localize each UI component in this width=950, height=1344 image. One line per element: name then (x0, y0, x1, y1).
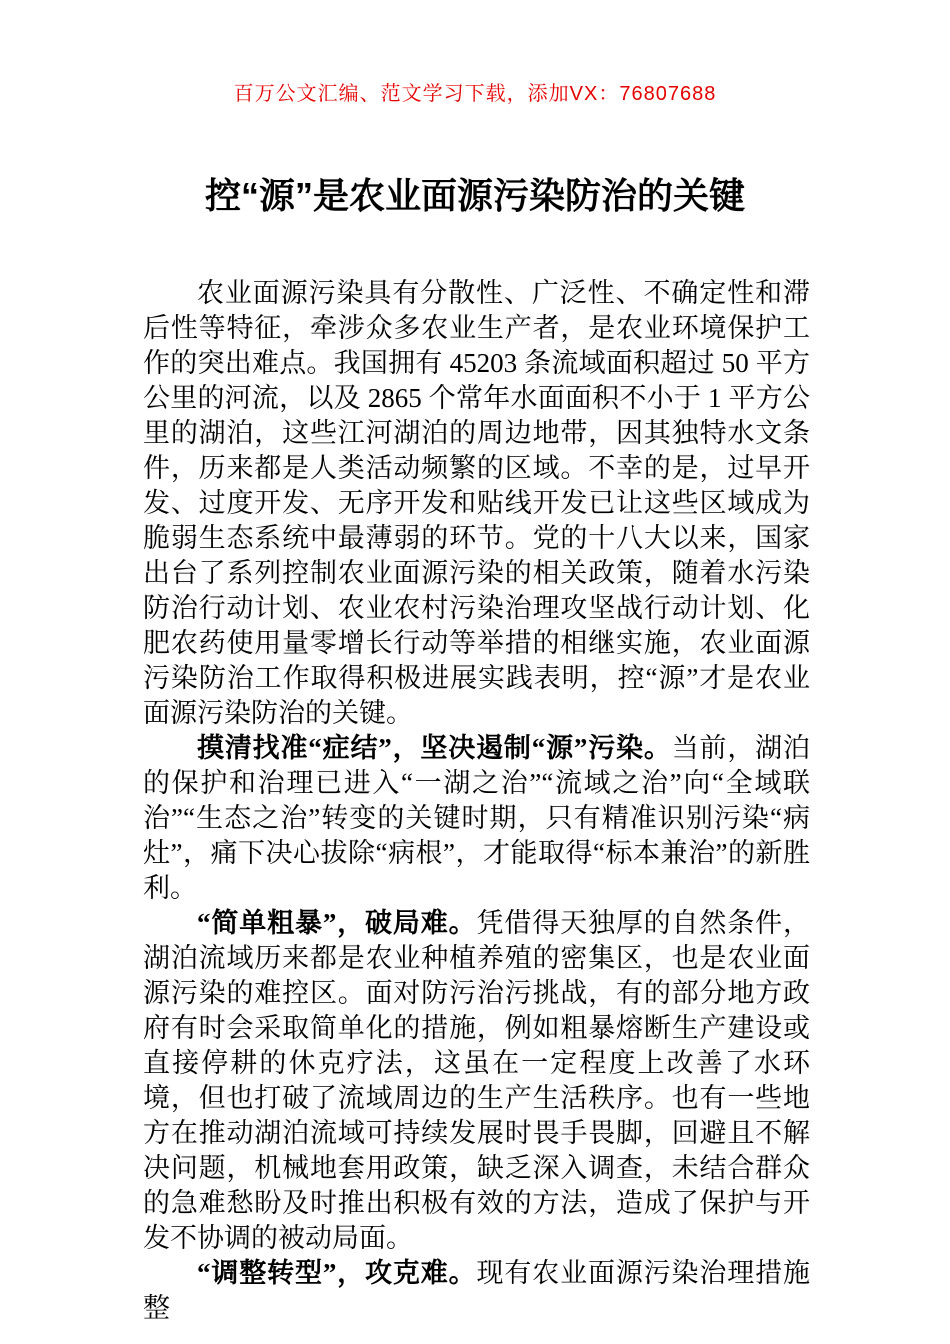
document-body (143, 276, 810, 1326)
paragraph-text: 现有农业面源污染治理措施整 (143, 1258, 810, 1323)
paragraph-text: 凭借得天独厚的自然条件，湖泊流域历来都是农业种植养殖的密集区，也是农业面源污染的难控区。面对防污治污挑战，有的部分地方政府有时会采取简单化的措施，例如粗暴熔断生产建设或直接停耕的休克疗法，这虽在一定程度上改善了水环境，但也打破了流域周边的生产生活秩序。也有一些地方在推动湖泊流域可持续发展时畏手畏脚，回避且不解决问题，机械地套用政策，缺乏深入调查，未结合群众的急难愁盼及时推出积极有效的方法，造成了保护与开发不协调的被动局面。 (143, 908, 810, 1253)
body-paragraph (143, 731, 810, 906)
paragraph-lead: “调整转型”，攻克难。 (197, 1258, 477, 1288)
promo-text: 百万公文汇编、范文学习下载，添加VX：76807688 (233, 83, 717, 105)
paragraph-lead: “简单粗暴”，破局难。 (197, 908, 477, 938)
document-title: 控“源”是农业面源污染防治的关键 (204, 175, 745, 216)
paragraph-text: 当前，湖泊的保护和治理已进入“一湖之治”“流域之治”向“全域联治”“生态之治”转变的关键时期，只有精准识别污染“病灶”，痛下决心拔除“病根”，才能取得“标本兼治”的新胜利。 (143, 733, 811, 903)
paragraph-text: 农业面源污染具有分散性、广泛性、不确定性和滞后性等特征，牵涉众多农业生产者，是农业环境保护工作的突出难点。我国拥有 45203 条流域面积超过 50 平方公里的河流，以及 2865 个常年水面面积不小于 1 平方公里的湖泊，这些江河湖泊的周边地带，因其独特水文条件，历来都是人类活动频繁的区域。不幸的是，过早开发、过度开发、无序开发和贴线开发已让这些区域成为脆弱生态系统中最薄弱的环节。党的十八大以来，国家出台了系列控制农业面源污染的相关政策，随着水污染防治行动计划、农业农村污染治理攻坚战行动计划、化肥农药使用量零增长行动等举措的相继实施，农业面源污染防治工作取得积极进展实践表明，控“源”才是农业面源污染防治的关键。 (143, 278, 810, 728)
body-paragraph (143, 906, 810, 1256)
promo-banner (0, 0, 950, 108)
body-paragraph (143, 1256, 810, 1326)
body-paragraph (143, 276, 810, 731)
paragraph-lead: 摸清找准“症结”，坚决遏制“源”污染。 (197, 733, 672, 763)
